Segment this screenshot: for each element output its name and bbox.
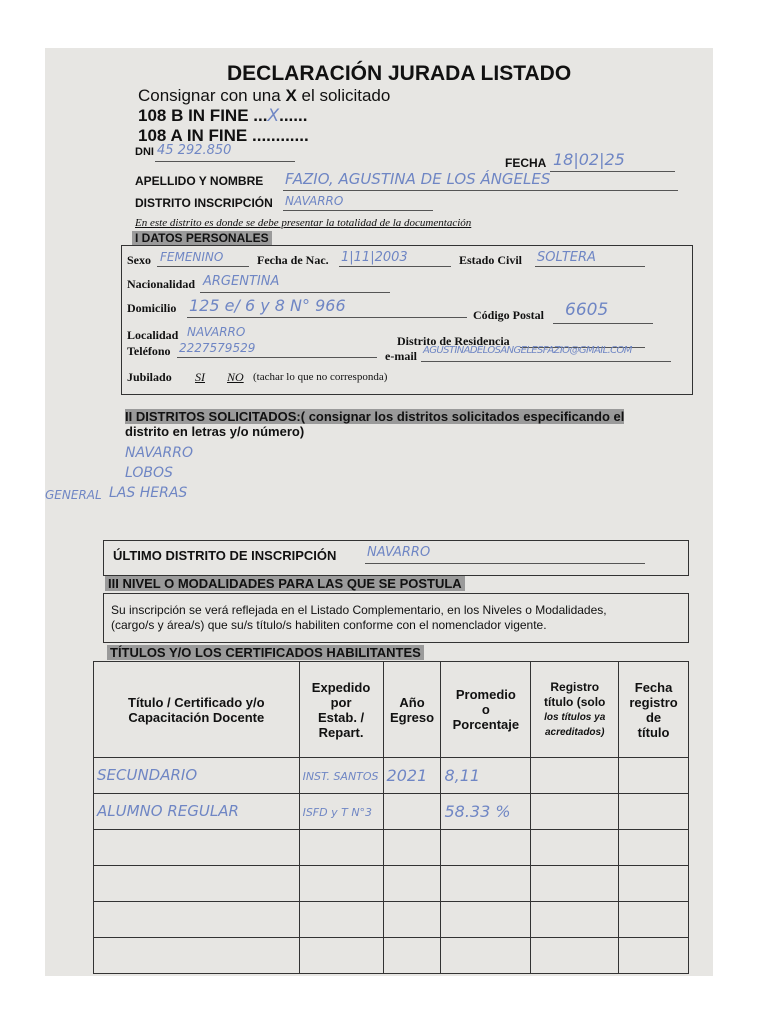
- inscripcion-note: Su inscripción se verá reflejada en el Listado Complementario, en los Niveles o Modalidades, (cargo/s y área/s) que su/s título/s habiliten conforme con el nomenclador vigente.: [111, 603, 607, 632]
- cell-value: [441, 946, 444, 965]
- section-datos-personales: I DATOS PERSONALES: [132, 231, 272, 245]
- jubilado-si: SI: [195, 370, 205, 384]
- dni-line: [155, 161, 295, 162]
- apellido-value: FAZIO, AGUSTINA DE LOS ÁNGELES: [285, 170, 551, 188]
- cell-value: [94, 874, 97, 892]
- cell-value: [300, 842, 303, 855]
- apellido-line: [283, 190, 678, 191]
- nacionalidad-label: Nacionalidad: [127, 277, 196, 291]
- fecha-label: FECHA: [505, 156, 547, 170]
- table-cell: [94, 758, 300, 794]
- cell-value: [441, 874, 444, 893]
- dni-label: DNI: [135, 146, 154, 158]
- nacionalidad-value: ARGENTINA: [203, 274, 280, 289]
- cell-value: ISFD y T N°3: [302, 805, 373, 819]
- table-row: [94, 938, 689, 974]
- table-cell: [531, 794, 619, 830]
- cell-value: [619, 877, 622, 891]
- table-cell: [441, 938, 531, 974]
- cell-value: [94, 910, 97, 928]
- email-line: [421, 361, 671, 362]
- cell-value: [94, 838, 97, 856]
- telefono-line: [177, 357, 377, 358]
- table-row: [94, 866, 689, 902]
- titulos-table: [93, 661, 689, 974]
- cell-value: [384, 802, 387, 821]
- telefono-label: Teléfono: [127, 344, 171, 358]
- distrito-solicitado-prefix: GENERAL: [45, 488, 102, 502]
- cell-value: [619, 913, 622, 927]
- header-anio: Año Egreso: [383, 662, 441, 758]
- table-row: [94, 758, 689, 794]
- titulos-heading: TÍTULOS Y/O LOS CERTIFICADOS HABILITANTES: [107, 645, 424, 660]
- table-cell: [619, 938, 689, 974]
- table-cell: [299, 902, 383, 938]
- datos-personales-box: [121, 245, 693, 395]
- table-cell: [619, 902, 689, 938]
- fecha-line: [550, 171, 675, 172]
- distrito-inscripcion-label: DISTRITO INSCRIPCIÓN: [135, 196, 273, 210]
- table-row: [94, 902, 689, 938]
- domicilio-line: [187, 317, 467, 318]
- table-cell: [441, 866, 531, 902]
- header-promedio: Promedio o Porcentaje: [441, 662, 531, 758]
- cell-value: [384, 838, 387, 857]
- distrito-inscripcion-value: NAVARRO: [285, 194, 344, 208]
- table-cell: [94, 938, 300, 974]
- table-cell: [299, 794, 383, 830]
- distrito-solicitado-2: LOBOS: [125, 465, 173, 481]
- distrito-solicitado-3: LAS HERAS: [109, 485, 188, 501]
- fecha-nac-line: [339, 266, 451, 267]
- estado-civil-value: SOLTERA: [537, 250, 596, 265]
- table-cell: [441, 830, 531, 866]
- table-cell: [619, 866, 689, 902]
- table-cell: [441, 794, 531, 830]
- apellido-label: APELLIDO Y NOMBRE: [135, 174, 264, 188]
- cell-value: ALUMNO REGULAR: [97, 802, 239, 820]
- header-titulo: Título / Certificado y/o Capacitación Docente: [94, 662, 300, 758]
- fecha-nac-label: Fecha de Nac.: [257, 253, 329, 267]
- cell-value: [531, 841, 534, 855]
- header-fecha-registro: Fecha registro de título: [619, 662, 689, 758]
- cell-value: [619, 841, 622, 855]
- ultimo-distrito-line: [365, 563, 645, 564]
- cell-value: [531, 913, 534, 927]
- cell-value: [531, 805, 534, 819]
- table-cell: [441, 758, 531, 794]
- distrito-solicitado-1: NAVARRO: [125, 445, 194, 461]
- titulos-table-header: [94, 662, 689, 758]
- jubilado-label: Jubilado: [127, 370, 172, 384]
- table-cell: [299, 758, 383, 794]
- table-cell: [299, 866, 383, 902]
- localidad-value: NAVARRO: [187, 325, 246, 339]
- table-cell: [94, 794, 300, 830]
- table-cell: [383, 794, 441, 830]
- cell-value: [441, 838, 444, 857]
- section-nivel-modalidades: III NIVEL O MODALIDADES PARA LAS QUE SE POSTULA: [105, 576, 465, 591]
- cell-value: SECUNDARIO: [97, 766, 198, 784]
- header-registro: Registro título (solo los títulos ya acreditados): [531, 662, 619, 758]
- email-label: e-mail: [385, 349, 417, 363]
- sexo-label: Sexo: [127, 253, 151, 267]
- document-sheet: [45, 48, 713, 976]
- fecha-value: 18|02|25: [553, 150, 625, 169]
- cell-value: [94, 946, 97, 964]
- codigo-postal-line: [553, 323, 653, 324]
- table-cell: [383, 938, 441, 974]
- cell-value: [531, 877, 534, 891]
- table-row: [94, 794, 689, 830]
- form-title: DECLARACIÓN JURADA LISTADO: [227, 62, 572, 85]
- cell-value: [619, 769, 622, 783]
- codigo-postal-label: Código Postal: [473, 308, 545, 322]
- cell-value: [384, 946, 387, 965]
- domicilio-value: 125 e/ 6 y 8 N° 966: [189, 296, 346, 315]
- domicilio-label: Domicilio: [127, 301, 177, 315]
- cell-value: 8,11: [444, 765, 481, 785]
- cell-value: [441, 910, 444, 929]
- cell-value: 2021: [386, 765, 428, 785]
- table-cell: [383, 758, 441, 794]
- email-value: AGUSTINADELOSANGELESFAZIO@GMAIL.COM: [423, 345, 632, 356]
- table-cell: [619, 794, 689, 830]
- cell-value: [384, 910, 387, 929]
- table-row: [94, 830, 689, 866]
- telefono-value: 2227579529: [179, 341, 256, 355]
- cell-value: [531, 769, 534, 783]
- codigo-postal-value: 6605: [565, 300, 609, 320]
- table-cell: [383, 902, 441, 938]
- table-cell: [94, 902, 300, 938]
- distrito-inscripcion-line: [283, 210, 433, 211]
- option-108b: 108 B IN FINE ...X......: [138, 106, 308, 126]
- sexo-value: FEMENINO: [160, 250, 224, 264]
- table-cell: [619, 830, 689, 866]
- cell-value: [619, 949, 622, 963]
- table-cell: [531, 758, 619, 794]
- header-expedido: Expedido por Estab. / Repart.: [299, 662, 383, 758]
- option-108a: 108 A IN FINE ............: [138, 126, 309, 145]
- ultimo-distrito-label: ÚLTIMO DISTRITO DE INSCRIPCIÓN: [113, 548, 337, 563]
- estado-civil-line: [535, 266, 645, 267]
- section-distritos-solicitados: II DISTRITOS SOLICITADOS:( consignar los distritos solicitados especificando el distrito en letras y/o número): [125, 409, 625, 439]
- table-cell: [441, 902, 531, 938]
- consignar-instruction: Consignar con una X el solicitado: [138, 86, 391, 105]
- table-cell: [383, 866, 441, 902]
- cell-value: [300, 914, 303, 927]
- localidad-label: Localidad: [127, 328, 179, 342]
- table-cell: [299, 830, 383, 866]
- cell-value: [300, 878, 303, 891]
- jubilado-note: (tachar lo que no corresponda): [253, 371, 388, 383]
- cell-value: [531, 949, 534, 963]
- table-cell: [383, 830, 441, 866]
- table-cell: [94, 830, 300, 866]
- cell-value: [619, 805, 622, 819]
- table-cell: [299, 938, 383, 974]
- sexo-line: [157, 266, 249, 267]
- fecha-nac-value: 1|11|2003: [341, 250, 408, 265]
- cell-value: [300, 950, 303, 963]
- cell-value: [384, 874, 387, 893]
- cell-value: INST. SANTOS: [302, 769, 379, 783]
- cell-value: 58.33 %: [444, 801, 511, 821]
- dni-value: 45 292.850: [157, 143, 232, 158]
- table-cell: [531, 902, 619, 938]
- estado-civil-label: Estado Civil: [459, 253, 523, 267]
- documentation-note: En este distrito es donde se debe presentar la totalidad de la documentación: [135, 217, 472, 229]
- jubilado-no: NO: [227, 370, 244, 384]
- table-cell: [619, 758, 689, 794]
- table-cell: [531, 938, 619, 974]
- option-108b-mark: X: [267, 106, 280, 126]
- table-cell: [531, 830, 619, 866]
- table-cell: [531, 866, 619, 902]
- table-cell: [94, 866, 300, 902]
- distrito-residencia-label: Distrito de Residencia: [397, 334, 510, 348]
- nacionalidad-line: [200, 292, 390, 293]
- ultimo-distrito-value: NAVARRO: [367, 545, 431, 560]
